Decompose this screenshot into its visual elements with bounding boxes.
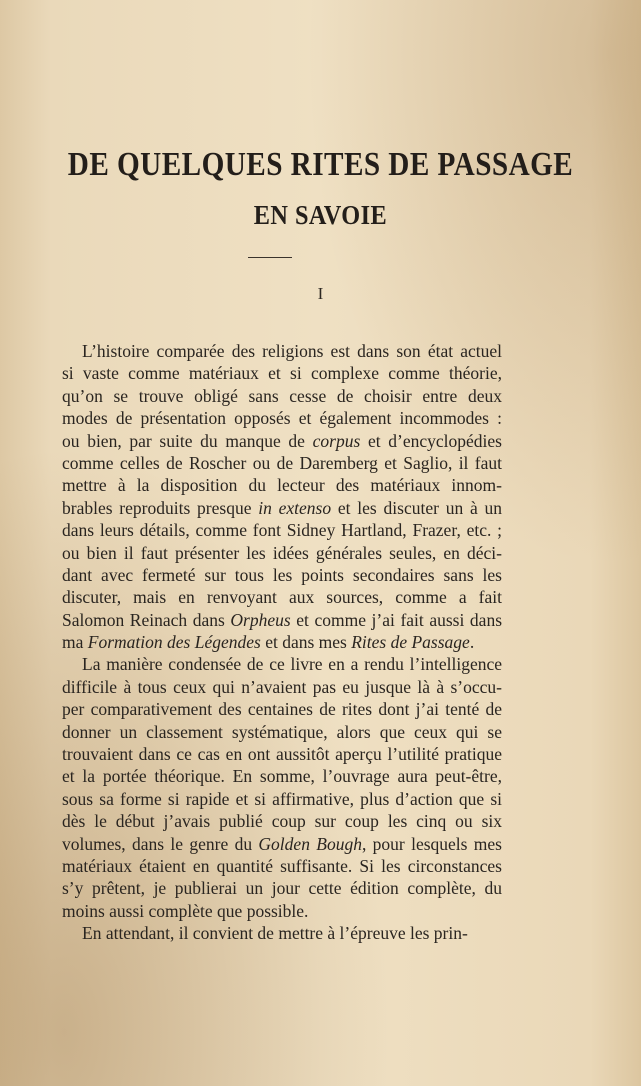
chapter-title: DE QUELQUES RITES DE PASSAGE (67, 146, 574, 183)
text-line (62, 586, 502, 608)
chapter-subtitle: EN SAVOIE (253, 200, 388, 230)
text-line (62, 564, 502, 586)
text-segment: qu’on se trouve obligé sans cesse de choisir entre deux (62, 385, 502, 406)
text-line (62, 810, 502, 832)
text-segment: ma (62, 632, 88, 653)
text-segment: volumes, dans le genre du (62, 833, 259, 854)
text-line (62, 407, 502, 429)
text-segment: et les discuter un à un (331, 497, 503, 518)
italic-text: Orpheus (230, 609, 291, 630)
italic-text: Golden Bough (258, 833, 362, 854)
italic-text: in extenso (258, 497, 332, 518)
text-segment: difficile à tous ceux qui n’avaient pas eu jusque là à s’occu- (62, 676, 502, 697)
text-segment: dant avec fermeté sur tous les points secondaires sans les (62, 564, 502, 585)
text-segment: brables reproduits presque (62, 497, 259, 518)
text-segment: En attendant, il convient de mettre à l’épreuve les prin- (82, 923, 468, 944)
section-number: I (317, 284, 324, 303)
text-line (62, 519, 502, 541)
text-segment: ou bien, par suite du manque de (62, 430, 313, 451)
text-line (62, 676, 502, 698)
text-segment: . (469, 632, 475, 653)
text-line (62, 788, 502, 810)
text-line (62, 765, 502, 787)
italic-text: Rites de Passage (351, 632, 470, 653)
text-line (62, 430, 502, 452)
italic-text: Formation des Légendes (87, 632, 261, 653)
text-line (62, 833, 502, 855)
text-segment: et dans mes (260, 632, 352, 653)
text-line (62, 698, 502, 720)
text-line (62, 653, 502, 675)
text-line (62, 609, 502, 631)
text-segment: et comme j’ai fait aussi dans (290, 609, 503, 630)
text-segment: comme celles de Roscher ou de Daremberg et Saglio, il faut (62, 452, 502, 473)
text-segment: et d’encyclopédies (360, 430, 502, 451)
text-line (62, 497, 502, 519)
text-segment: sous sa forme si rapide et si affirmative, plus d’action que si (62, 788, 502, 809)
text-line (62, 385, 502, 407)
text-segment: mettre à la disposition du lecteur des matériaux innom- (62, 475, 502, 496)
text-line (62, 900, 502, 922)
text-segment: dès le début j’avais publié coup sur coup les cinq ou six (62, 811, 502, 832)
text-line (62, 542, 502, 564)
title-rule (248, 257, 292, 258)
text-line (62, 877, 502, 899)
text-segment: Salomon Reinach dans (62, 609, 231, 630)
italic-text: corpus (312, 430, 361, 451)
text-line (62, 743, 502, 765)
text-segment: ou bien il faut présenter les idées générales seules, en déci- (62, 542, 502, 563)
text-line (62, 362, 502, 384)
text-segment: moins aussi complète que possible. (62, 900, 309, 921)
text-line (62, 855, 502, 877)
text-segment: La manière condensée de ce livre en a rendu l’intelligence (82, 654, 502, 675)
text-segment: si vaste comme matériaux et si complexe comme théorie, (62, 363, 502, 384)
text-segment: s’y prêtent, je publierai un jour cette édition complète, du (62, 878, 502, 899)
text-segment: L’histoire comparée des religions est dans son état actuel (82, 341, 502, 361)
text-segment: et la portée théorique. En somme, l’ouvrage aura peut-être, (62, 766, 502, 787)
text-segment: discuter, mais en renvoyant aux sources, comme a fait (62, 587, 502, 608)
text-segment: , pour lesquels mes (361, 833, 502, 854)
text-segment: matériaux étaient en quantité suffisante. Si les circonstances (62, 855, 502, 876)
text-line (62, 631, 502, 653)
body-text (62, 340, 502, 945)
text-segment: modes de présentation opposés et également incommodes : (62, 408, 502, 429)
text-segment: dans leurs détails, comme font Sidney Hartland, Frazer, etc. ; (62, 520, 502, 541)
text-segment: per comparativement des centaines de rites dont j’ai tenté de (62, 699, 502, 720)
text-line (62, 721, 502, 743)
text-line (62, 340, 502, 362)
text-line (62, 474, 502, 496)
text-segment: trouvaient dans ce cas en ont aussitôt aperçu l’utilité pratique (62, 744, 502, 765)
text-line (62, 452, 502, 474)
text-line (62, 922, 502, 944)
text-segment: donner un classement systématique, alors que ceux qui se (62, 721, 502, 742)
